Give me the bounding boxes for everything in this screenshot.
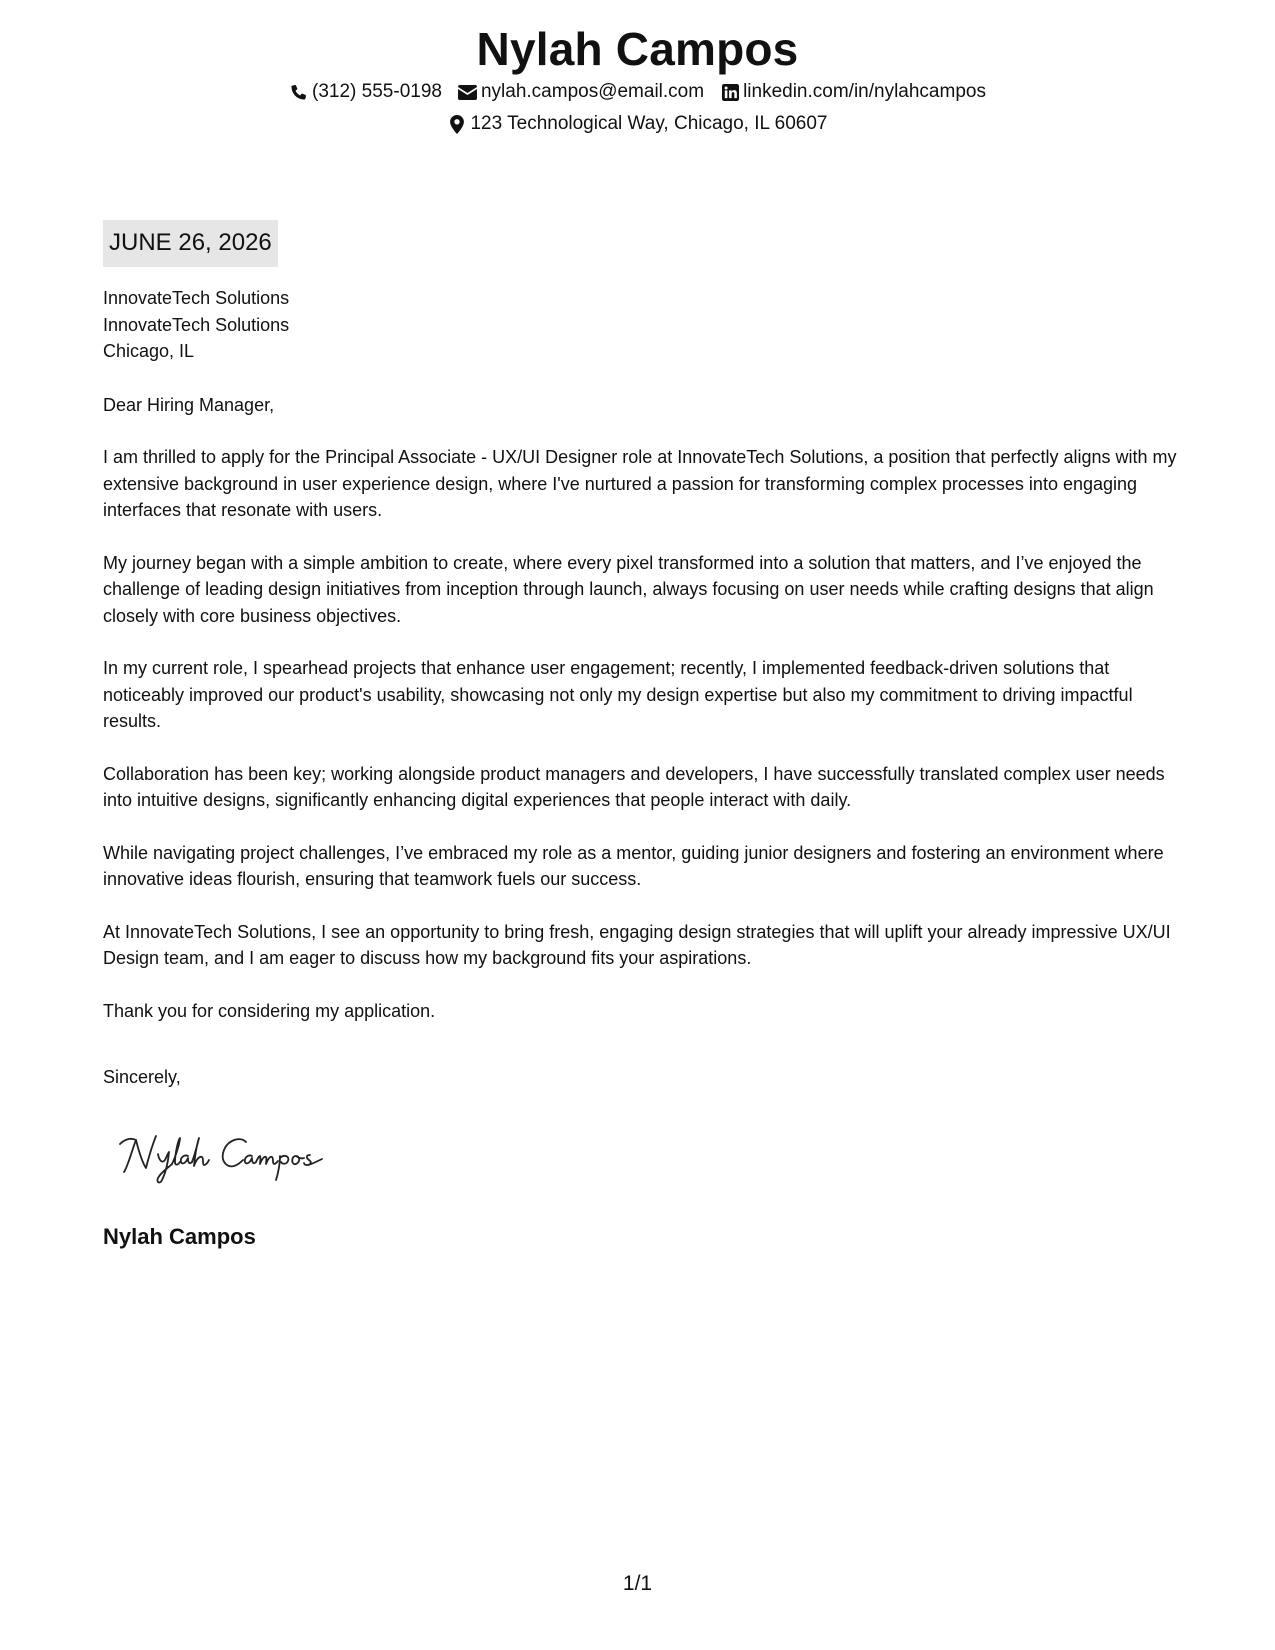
body-paragraph: I am thrilled to apply for the Principal Associate - UX/UI Designer role at InnovateTech Solutions, a position that perfectly aligns with my extensive background in user experience design, where I've nurtured a passion for transforming complex processes into engaging interfaces that resonate with users. — [103, 447, 1177, 520]
applicant-name-heading: Nylah Campos — [476, 23, 799, 75]
address-row — [0, 111, 1275, 137]
salutation: Dear Hiring Manager, — [103, 394, 275, 415]
linkedin-contact[interactable] — [720, 79, 986, 105]
body-paragraph: While navigating project challenges, I’ve embraced my role as a mentor, guiding junior designers and fostering an environment where innovative ideas flourish, ensuring that teamwork fuels our success. — [103, 842, 1164, 889]
signoff: Sincerely, — [103, 1067, 181, 1087]
letter-date: JUNE 26, 2026 — [103, 220, 278, 267]
recipient-line: InnovateTech Solutions — [103, 314, 290, 335]
handwritten-signature — [118, 1128, 358, 1188]
email-link[interactable]: nylah.campos@email.com — [480, 81, 705, 102]
linkedin-link[interactable]: linkedin.com/in/nylahcampos — [743, 81, 986, 102]
letter-body — [103, 285, 1178, 1091]
address-text: 123 Technological Way, Chicago, IL 60607 — [470, 113, 828, 134]
envelope-icon — [458, 82, 478, 102]
body-paragraph: My journey began with a simple ambition to create, where every pixel transformed into a solution that matters, and I’ve enjoyed the challenge of leading design initiatives from inception through launch, always focusing on user needs while crafting designs that align closely with core business objectives. — [103, 552, 1154, 626]
phone-contact — [289, 79, 442, 105]
closing-paragraph: Thank you for considering my application. — [103, 1000, 436, 1021]
phone-icon — [289, 82, 309, 102]
recipient-block — [103, 285, 1178, 365]
page-number: 1/1 — [622, 1572, 653, 1595]
body-paragraph: Collaboration has been key; working alongside product managers and developers, I have successfully translated complex user needs into intuitive designs, significantly enhancing digital experiences that people interact with daily. — [103, 763, 1165, 810]
body-paragraph: In my current role, I spearhead projects that enhance user engagement; recently, I implemented feedback-driven solutions that noticeably improved our product's usability, showcasing not only my design expertise but also my commitment to driving impactful results. — [103, 658, 1133, 731]
linkedin-icon — [720, 82, 740, 102]
body-paragraph: At InnovateTech Solutions, I see an opportunity to bring fresh, engaging design strategies that will uplift your already impressive UX/UI Design team, and I am eager to discuss how my background fits your aspirations. — [103, 921, 1171, 968]
map-pin-icon — [447, 114, 467, 134]
address-contact — [447, 111, 827, 137]
email-contact[interactable] — [458, 79, 704, 105]
recipient-line: Chicago, IL — [103, 341, 195, 361]
signer-name: Nylah Campos — [103, 1224, 256, 1249]
recipient-line: InnovateTech Solutions — [103, 288, 290, 308]
phone-text: (312) 555-0198 — [312, 81, 442, 102]
contact-info-row — [0, 79, 1275, 105]
